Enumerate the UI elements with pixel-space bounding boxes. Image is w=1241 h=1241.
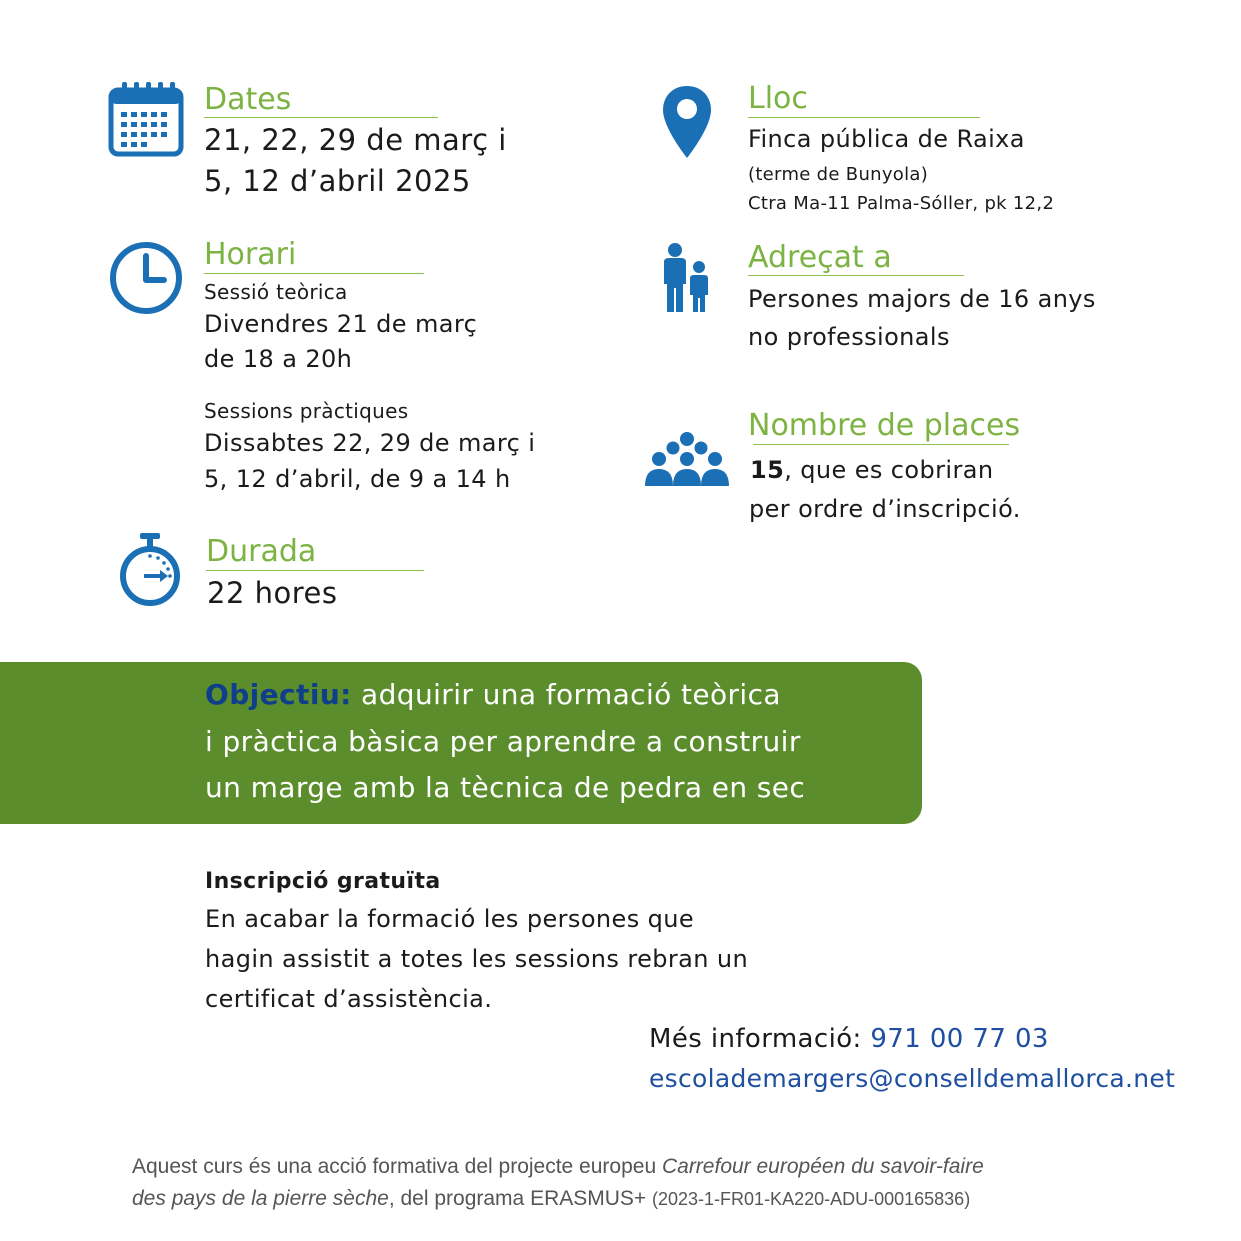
objective-line-1 [205,678,781,711]
footer-line-1 [132,1155,984,1179]
place-title-underline [748,117,980,118]
theory-session-day: Divendres 21 de març [204,310,478,338]
audience-title: Adreçat a [748,240,892,275]
theory-session-label: Sessió teòrica [204,280,348,304]
place-name: Finca pública de Raixa [748,125,1025,153]
dates-title: Dates [204,82,292,117]
people-icon [660,242,712,314]
registration-line-1: En acabar la formació les persones que [205,905,695,933]
places-count: 15 [750,456,785,484]
practice-sessions-days: Dissabtes 22, 29 de març i [204,429,536,457]
practice-sessions-label: Sessions pràctiques [204,399,409,423]
contact-label: Més informació: [649,1024,862,1054]
theory-session-hours: de 18 a 20h [204,345,353,373]
registration-line-3: certificat d’assistència. [205,985,493,1013]
group-icon [643,431,731,487]
duration-value: 22 hores [207,576,338,610]
footer-line-2 [132,1187,970,1211]
places-line-1-rest: , que es cobriran [784,456,994,484]
footer-line-1-italic: Carrefour européen du savoir-faire [661,1155,984,1178]
contact-phone-line [649,1024,1049,1054]
schedule-title-underline [204,273,424,274]
clock-icon [108,240,184,316]
calendar-icon [108,80,184,158]
objective-label: Objectiu: [205,678,352,711]
place-road: Ctra Ma-11 Palma-Sóller, pk 12,2 [748,193,1055,214]
registration-line-2: hagin assistit a totes les sessions rebran un [205,945,749,973]
erasmus-code: (2023-1-FR01-KA220-ADU-000165836) [652,1189,971,1209]
location-pin-icon [661,84,713,160]
objective-line-2: i pràctica bàsica per aprendre a construir [205,725,801,758]
objective-line-3: un marge amb la tècnica de pedra en sec [205,771,806,804]
places-line-2: per ordre d’inscripció. [749,495,1021,523]
places-title-underline [753,444,1009,445]
objective-line-1-text: adquirir una formació teòrica [351,678,781,711]
footer-line-1-text: Aquest curs és una acció formativa del projecte europeu [132,1155,662,1178]
schedule-title: Horari [204,237,297,272]
places-title: Nombre de places [748,408,1021,443]
duration-title: Durada [206,534,317,569]
registration-title: Inscripció gratuïta [205,869,441,894]
duration-title-underline [206,570,424,571]
dates-line-2: 5, 12 d’abril 2025 [204,164,471,198]
practice-sessions-hours: 5, 12 d’abril, de 9 a 14 h [204,465,511,493]
audience-title-underline [748,275,964,276]
place-municipality: (terme de Bunyola) [748,164,929,185]
places-line-1 [750,453,993,487]
contact-email[interactable]: escolademargers@conselldemallorca.net [649,1064,1176,1093]
dates-title-underline [204,117,438,118]
audience-line-2: no professionals [748,323,950,351]
audience-line-1: Persones majors de 16 anys [748,285,1096,313]
contact-phone[interactable]: 971 00 77 03 [870,1024,1049,1054]
footer-line-2-text: , del programa ERASMUS+ [388,1187,653,1210]
place-title: Lloc [748,81,808,116]
dates-line-1: 21, 22, 29 de març i [204,123,507,157]
footer-line-2-italic: des pays de la pierre sèche [132,1187,389,1210]
stopwatch-icon [116,532,184,608]
